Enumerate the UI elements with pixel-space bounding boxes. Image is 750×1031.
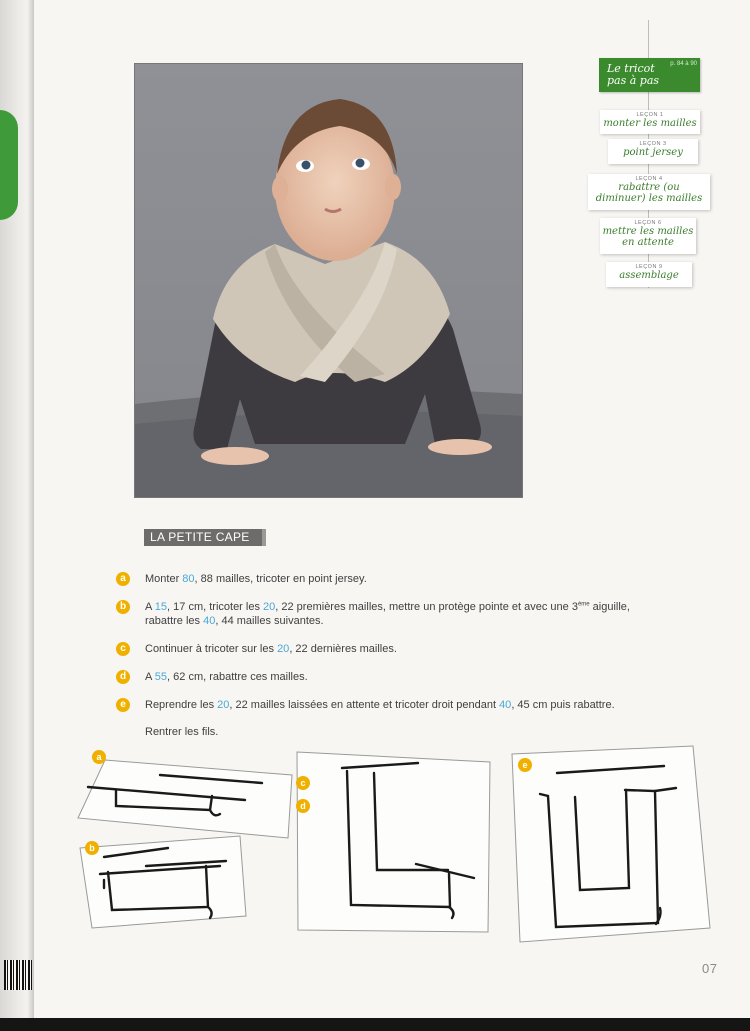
lesson-card-text: assemblage — [619, 270, 679, 281]
step-text: Reprendre les 20, 22 mailles laissées en attente et tricoter droit pendant 40, 45 cm puis rabattre. — [145, 699, 615, 711]
lesson-card-text: point jersey — [623, 147, 683, 158]
lesson-card-label: LEÇON 4 — [635, 176, 663, 182]
diagram-mark-c: c — [296, 776, 310, 790]
lesson-card-label: LEÇON 1 — [636, 112, 664, 118]
step-bullet: e — [116, 698, 130, 712]
diagram-mark-e: e — [518, 758, 532, 772]
section-title: LA PETITE CAPE — [144, 529, 262, 546]
lesson-card-label: LEÇON 9 — [635, 264, 663, 270]
lesson-card-label: LEÇON 6 — [634, 220, 662, 226]
diagram-mark-b: b — [85, 841, 99, 855]
step-text: Continuer à tricoter sur les 20, 22 dernières mailles. — [145, 643, 397, 655]
lesson-card-label: LEÇON 3 — [639, 141, 667, 147]
sheet-a — [78, 760, 292, 838]
lesson-card-text: monter les mailles — [603, 118, 697, 129]
step-text: Monter 80, 88 mailles, tricoter en point jersey. — [145, 573, 367, 585]
step-text: A 55, 62 cm, rabattre ces mailles. — [145, 671, 308, 683]
sheet-e — [512, 746, 710, 942]
step-text: A 15, 17 cm, tricoter les 20, 22 premières mailles, mettre un protège pointe et avec une 3ème aiguille, rabattre les 40, 44 mailles suivantes. — [145, 601, 630, 627]
finish-note: Rentrer les fils. — [145, 726, 219, 738]
step-bullet: a — [116, 572, 130, 586]
step-bullet: d — [116, 670, 130, 684]
lesson-header-pages: p. 84 à 90 — [670, 61, 697, 67]
page-number: 07 — [702, 961, 718, 976]
lesson-card-text: rabattre (ou diminuer) les mailles — [595, 182, 703, 204]
lesson-header-title: Le tricot pas à pas — [607, 62, 660, 87]
step-bullet: c — [116, 642, 130, 656]
step-bullet: b — [116, 600, 130, 614]
diagram-mark-d: d — [296, 799, 310, 813]
diagram-mark-a: a — [92, 750, 106, 764]
lesson-card-text: mettre les mailles en attente — [602, 226, 694, 248]
